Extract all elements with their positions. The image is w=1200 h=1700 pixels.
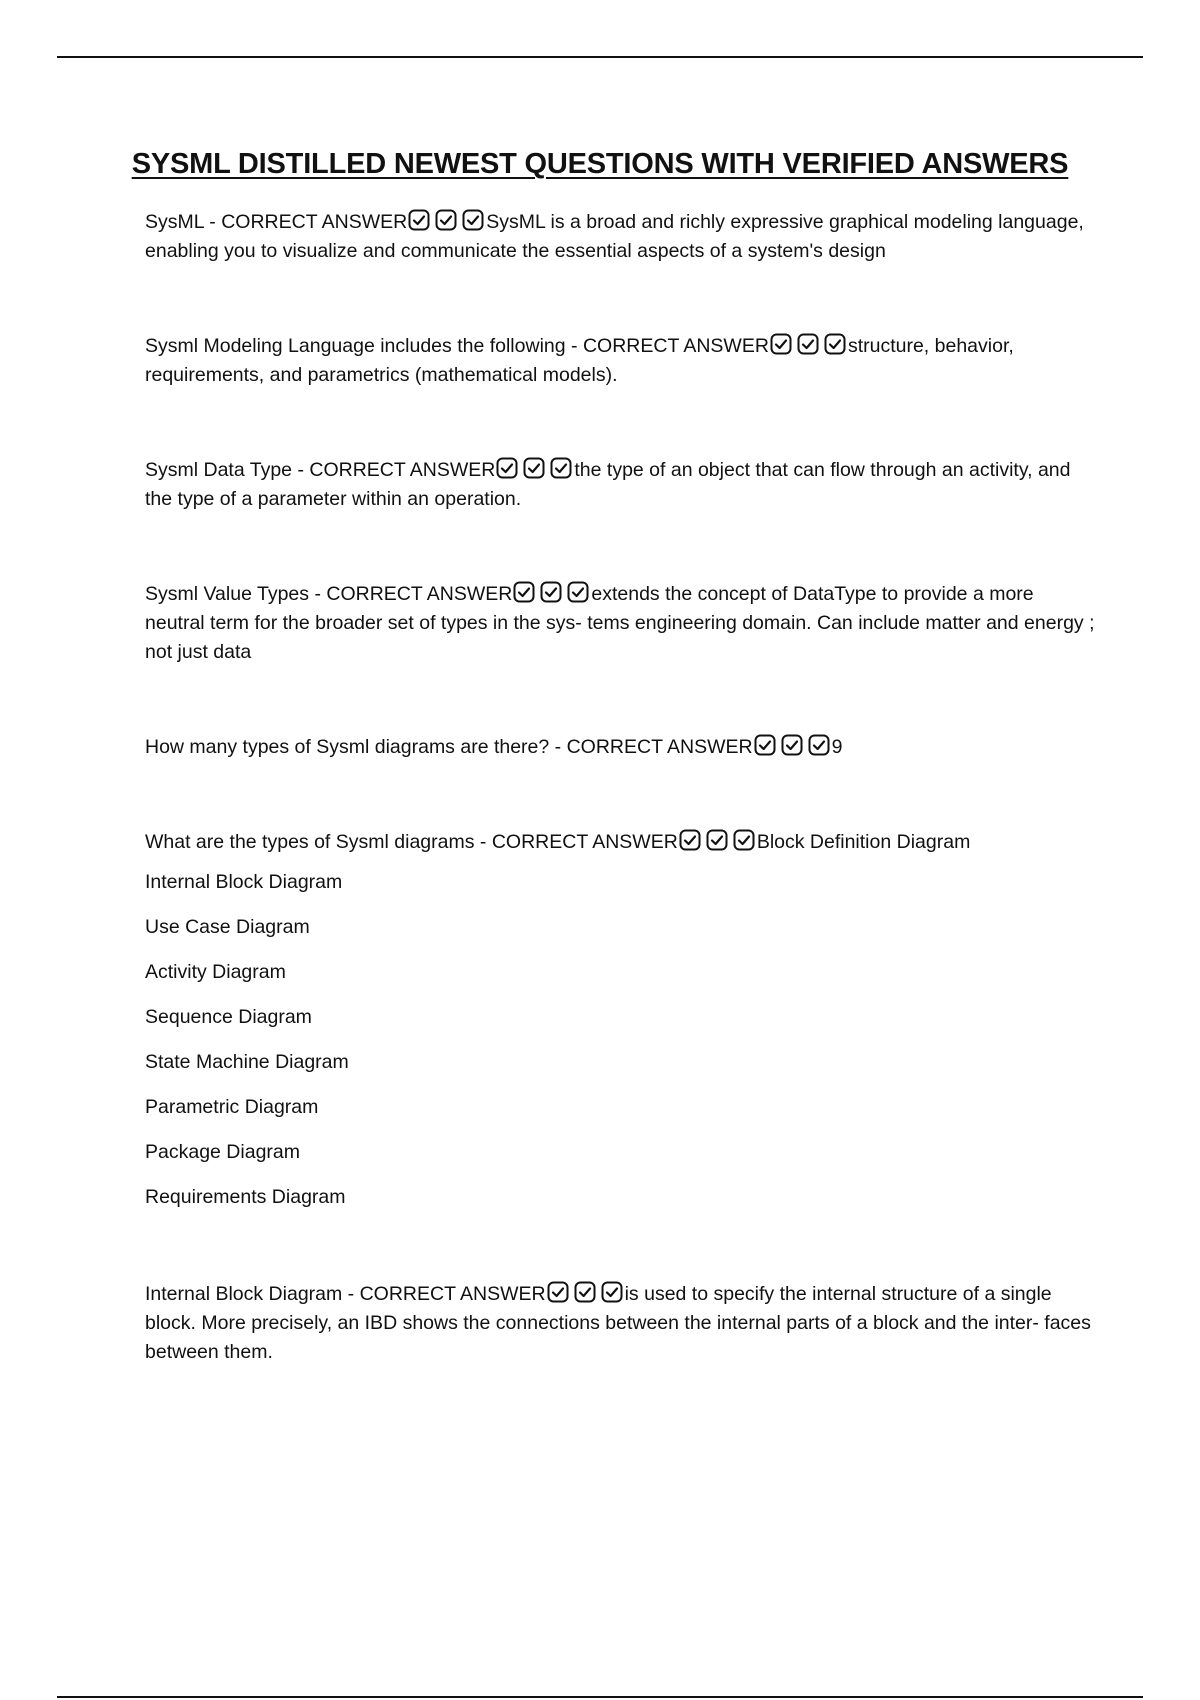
check-box-icon — [601, 1281, 623, 1303]
check-box-icon — [567, 581, 589, 603]
check-box-icon — [540, 581, 562, 603]
check-box-icon — [770, 333, 792, 355]
list-item: State Machine Diagram — [145, 1051, 349, 1073]
qa-question: Sysml Data Type — [145, 459, 293, 481]
correct-answer-label: CORRECT ANSWER — [582, 335, 769, 357]
check-box-icon — [679, 829, 701, 851]
list-item: Activity Diagram — [145, 961, 286, 983]
check-box-icons — [547, 1281, 623, 1303]
qa-question: Sysml Modeling Language includes the following — [145, 335, 566, 357]
check-box-icon — [408, 209, 430, 231]
check-box-icon — [781, 734, 803, 756]
check-box-icons — [770, 333, 846, 355]
qa-question: What are the types of Sysml diagrams — [145, 831, 475, 853]
correct-answer-label: CORRECT ANSWER — [326, 583, 513, 605]
qa-answer: SysML is a broad and richly expressive graphical modeling language, enabling you to visualize and communicate the essential aspects of a system's design — [145, 211, 1084, 262]
qa-answer: Block Definition Diagram — [756, 831, 971, 853]
list-item: Use Case Diagram — [145, 916, 310, 938]
qa-separator: - — [309, 583, 327, 605]
qa-question: Sysml Value Types — [145, 583, 310, 605]
qa-item — [145, 580, 1095, 667]
list-item: Parametric Diagram — [145, 1096, 319, 1118]
qa-item — [145, 828, 1095, 857]
list-item: Package Diagram — [145, 1141, 300, 1163]
qa-question: Internal Block Diagram — [145, 1283, 343, 1305]
check-box-icon — [547, 1281, 569, 1303]
check-box-icon — [496, 457, 518, 479]
check-box-icon — [754, 734, 776, 756]
bottom-rule — [57, 1696, 1143, 1698]
qa-answer: extends the concept of DataType to provide a more neutral term for the broader set of types in the sys- tems engineering domain. Can include matter and energy ; not just data — [145, 583, 1095, 663]
qa-answer: the type of an object that can flow through an activity, and the type of a parameter within an operation. — [145, 459, 1071, 510]
check-box-icons — [679, 829, 755, 851]
qa-separator: - — [474, 831, 492, 853]
list-item: Internal Block Diagram — [145, 871, 343, 893]
qa-content — [145, 208, 1095, 1433]
qa-item — [145, 208, 1095, 266]
check-box-icon — [513, 581, 535, 603]
check-box-icon — [523, 457, 545, 479]
qa-question: How many types of Sysml diagrams are there? — [145, 736, 550, 758]
check-box-icon — [435, 209, 457, 231]
check-box-icons — [408, 209, 484, 231]
check-box-icons — [754, 734, 830, 756]
correct-answer-label: CORRECT ANSWER — [491, 831, 678, 853]
correct-answer-label: CORRECT ANSWER — [566, 736, 753, 758]
qa-separator: - — [342, 1283, 360, 1305]
qa-separator: - — [565, 335, 583, 357]
qa-question: SysML — [145, 211, 204, 233]
page-title: SYSML DISTILLED NEWEST QUESTIONS WITH VERIFIED ANSWERS — [131, 148, 1069, 180]
qa-item — [145, 733, 1095, 762]
qa-answer: is used to specify the internal structure of a single block. More precisely, an IBD shows the connections between the internal parts of a block and the inter- faces between them. — [145, 1283, 1091, 1363]
check-box-icon — [706, 829, 728, 851]
qa-item — [145, 456, 1095, 514]
check-box-icon — [550, 457, 572, 479]
qa-separator: - — [203, 211, 222, 233]
diagram-type-list — [145, 868, 1095, 1212]
check-box-icon — [808, 734, 830, 756]
check-box-icons — [496, 457, 572, 479]
check-box-icon — [733, 829, 755, 851]
check-box-icon — [574, 1281, 596, 1303]
correct-answer-label: CORRECT ANSWER — [221, 211, 408, 233]
check-box-icon — [797, 333, 819, 355]
qa-answer: 9 — [831, 736, 843, 758]
correct-answer-label: CORRECT ANSWER — [359, 1283, 546, 1305]
list-item: Sequence Diagram — [145, 1006, 312, 1028]
check-box-icon — [462, 209, 484, 231]
qa-separator: - — [549, 736, 567, 758]
qa-item — [145, 332, 1095, 390]
correct-answer-label: CORRECT ANSWER — [309, 459, 496, 481]
check-box-icon — [824, 333, 846, 355]
top-rule — [57, 56, 1143, 58]
qa-answer: structure, behavior, requirements, and parametrics (mathematical models). — [145, 335, 1014, 386]
list-item: Requirements Diagram — [145, 1186, 346, 1208]
qa-separator: - — [292, 459, 310, 481]
qa-item — [145, 1280, 1095, 1367]
check-box-icons — [513, 581, 589, 603]
